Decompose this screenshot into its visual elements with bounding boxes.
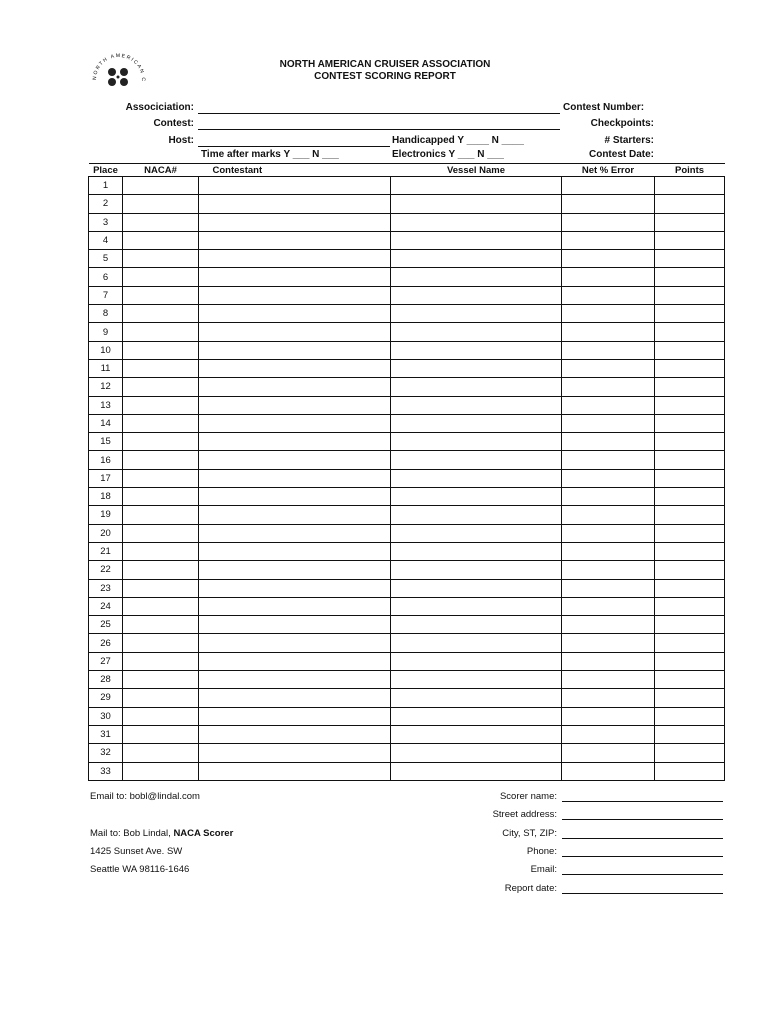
vessel-name-cell[interactable] [391,323,562,341]
email-label: Email: [530,864,557,875]
vessel-name-cell[interactable] [391,689,562,707]
naca-cell[interactable] [123,634,199,652]
place-number: 9 [89,323,123,341]
points-cell[interactable] [655,268,725,286]
naca-cell[interactable] [123,268,199,286]
points-cell[interactable] [655,506,725,524]
place-number: 14 [89,414,123,432]
contestant-cell[interactable] [199,323,391,341]
table-row [89,652,725,670]
naca-cell[interactable] [123,744,199,762]
contestant-cell[interactable] [199,542,391,560]
vessel-name-cell[interactable] [391,396,562,414]
table-header-row [89,164,725,177]
table-row [89,195,725,213]
table-row [89,762,725,780]
place-number: 33 [89,762,123,780]
vessel-name-cell[interactable] [391,231,562,249]
vessel-name-cell[interactable] [391,597,562,615]
naca-cell[interactable] [123,323,199,341]
column-header-points: Points [655,164,725,177]
table-row [89,231,725,249]
net-error-cell[interactable] [562,213,655,231]
place-number: 18 [89,488,123,506]
vessel-name-cell[interactable] [391,378,562,396]
city-label: City, ST, ZIP: [502,828,557,839]
points-cell[interactable] [655,359,725,377]
vessel-name-cell[interactable] [391,341,562,359]
net-error-cell[interactable] [562,231,655,249]
naca-cell[interactable] [123,506,199,524]
column-header-contestant: Contestant [199,164,391,177]
points-cell[interactable] [655,597,725,615]
naca-cell[interactable] [123,414,199,432]
contestant-cell[interactable] [199,250,391,268]
association-field[interactable] [198,113,560,114]
contestant-cell[interactable] [199,378,391,396]
host-field[interactable] [198,146,390,147]
contestant-cell[interactable] [199,213,391,231]
net-error-cell[interactable] [562,195,655,213]
electronics-field[interactable]: Electronics Y ___ N ___ [392,149,504,160]
naca-cell[interactable] [123,725,199,743]
vessel-name-cell[interactable] [391,506,562,524]
email-field[interactable] [562,874,723,875]
vessel-name-cell[interactable] [391,286,562,304]
net-error-cell[interactable] [562,506,655,524]
report-date-field[interactable] [562,893,723,894]
points-cell[interactable] [655,414,725,432]
vessel-name-cell[interactable] [391,725,562,743]
points-cell[interactable] [655,195,725,213]
table-row [89,433,725,451]
net-error-cell[interactable] [562,378,655,396]
points-cell[interactable] [655,396,725,414]
mail-to-role: NACA Scorer [173,828,234,839]
naca-cell[interactable] [123,469,199,487]
scorer-name-field[interactable] [562,801,723,802]
net-error-cell[interactable] [562,561,655,579]
place-number: 13 [89,396,123,414]
naca-cell[interactable] [123,616,199,634]
table-row [89,286,725,304]
naca-cell[interactable] [123,707,199,725]
place-number: 31 [89,725,123,743]
place-number: 26 [89,634,123,652]
table-row [89,744,725,762]
vessel-name-cell[interactable] [391,488,562,506]
naca-cell[interactable] [123,579,199,597]
place-number: 23 [89,579,123,597]
contestant-cell[interactable] [199,469,391,487]
contest-label: Contest: [153,118,194,129]
net-error-cell[interactable] [562,268,655,286]
column-header-net-error: Net % Error [562,164,655,177]
place-number: 7 [89,286,123,304]
table-row [89,506,725,524]
table-row [89,488,725,506]
phone-field[interactable] [562,856,723,857]
contestant-cell[interactable] [199,744,391,762]
points-cell[interactable] [655,762,725,780]
place-number: 25 [89,616,123,634]
table-row [89,250,725,268]
table-body [89,177,725,781]
table-row [89,725,725,743]
vessel-name-cell[interactable] [391,561,562,579]
contestant-cell[interactable] [199,689,391,707]
points-cell[interactable] [655,250,725,268]
contestant-cell[interactable] [199,725,391,743]
contestant-cell[interactable] [199,359,391,377]
report-title: CONTEST SCORING REPORT [314,71,456,82]
contest-field[interactable] [198,129,560,130]
vessel-name-cell[interactable] [391,542,562,560]
vessel-name-cell[interactable] [391,762,562,780]
net-error-cell[interactable] [562,634,655,652]
net-error-cell[interactable] [562,177,655,195]
points-cell[interactable] [655,378,725,396]
table-row [89,177,725,195]
contestant-cell[interactable] [199,616,391,634]
table-row [89,561,725,579]
net-error-cell[interactable] [562,744,655,762]
points-cell[interactable] [655,323,725,341]
points-cell[interactable] [655,488,725,506]
contestant-cell[interactable] [199,597,391,615]
place-number: 2 [89,195,123,213]
contest-date-label: Contest Date: [588,149,654,160]
contestant-cell[interactable] [199,488,391,506]
contest-number-label: Contest Number: [563,102,645,113]
association-label: Associciation: [125,102,194,113]
points-cell[interactable] [655,744,725,762]
street-address-field[interactable] [562,819,723,820]
net-error-cell[interactable] [562,323,655,341]
net-error-cell[interactable] [562,616,655,634]
table-row [89,341,725,359]
net-error-cell[interactable] [562,414,655,432]
table-row [89,414,725,432]
net-error-cell[interactable] [562,652,655,670]
contestant-cell[interactable] [199,671,391,689]
points-cell[interactable] [655,524,725,542]
table-row [89,305,725,323]
vessel-name-cell[interactable] [391,359,562,377]
points-cell[interactable] [655,634,725,652]
vessel-name-cell[interactable] [391,451,562,469]
points-cell[interactable] [655,433,725,451]
net-error-cell[interactable] [562,469,655,487]
table-row [89,579,725,597]
place-number: 6 [89,268,123,286]
net-error-cell[interactable] [562,542,655,560]
place-number: 12 [89,378,123,396]
table-row [89,689,725,707]
vessel-name-cell[interactable] [391,268,562,286]
address-line-2: Seattle WA 98116-1646 [90,864,190,875]
mail-to [90,828,233,839]
contestant-cell[interactable] [199,762,391,780]
checkpoints-label: Checkpoints: [590,118,654,129]
place-number: 21 [89,542,123,560]
contestant-cell[interactable] [199,268,391,286]
logo-arc-text: NORTH AMERICAN C [91,52,147,83]
contestant-cell[interactable] [199,634,391,652]
table-row [89,542,725,560]
points-cell[interactable] [655,542,725,560]
naca-cell[interactable] [123,542,199,560]
place-number: 10 [89,341,123,359]
place-number: 24 [89,597,123,615]
table-row [89,469,725,487]
net-error-cell[interactable] [562,762,655,780]
contestant-cell[interactable] [199,341,391,359]
contestant-cell[interactable] [199,231,391,249]
net-error-cell[interactable] [562,707,655,725]
naca-cell[interactable] [123,341,199,359]
net-error-cell[interactable] [562,725,655,743]
place-number: 5 [89,250,123,268]
table-row [89,359,725,377]
table-row [89,213,725,231]
address-line-1: 1425 Sunset Ave. SW [90,846,183,857]
place-number: 30 [89,707,123,725]
net-error-cell[interactable] [562,579,655,597]
column-header-place: Place [89,164,123,177]
net-error-cell[interactable] [562,341,655,359]
net-error-cell[interactable] [562,250,655,268]
naca-cell[interactable] [123,762,199,780]
street-address-label: Street address: [492,809,557,820]
points-cell[interactable] [655,231,725,249]
points-cell[interactable] [655,652,725,670]
contestant-cell[interactable] [199,652,391,670]
naca-cell[interactable] [123,488,199,506]
vessel-name-cell[interactable] [391,195,562,213]
points-cell[interactable] [655,213,725,231]
points-cell[interactable] [655,689,725,707]
place-number: 20 [89,524,123,542]
contestant-cell[interactable] [199,286,391,304]
column-header-vessel-name: Vessel Name [391,164,562,177]
vessel-name-cell[interactable] [391,433,562,451]
vessel-name-cell[interactable] [391,652,562,670]
points-cell[interactable] [655,451,725,469]
naca-cell[interactable] [123,451,199,469]
naca-cell[interactable] [123,305,199,323]
mail-to-text: Mail to: Bob Lindal, [90,828,174,839]
contestant-cell[interactable] [199,524,391,542]
net-error-cell[interactable] [562,359,655,377]
email-to: Email to: bobl@lindal.com [90,791,200,802]
vessel-name-cell[interactable] [391,744,562,762]
naca-cell[interactable] [123,359,199,377]
place-number: 3 [89,213,123,231]
vessel-name-cell[interactable] [391,414,562,432]
contestant-cell[interactable] [199,506,391,524]
table-row [89,396,725,414]
vessel-name-cell[interactable] [391,671,562,689]
naca-cell[interactable] [123,231,199,249]
net-error-cell[interactable] [562,689,655,707]
place-number: 17 [89,469,123,487]
points-cell[interactable] [655,579,725,597]
points-cell[interactable] [655,707,725,725]
contestant-cell[interactable] [199,451,391,469]
table-row [89,268,725,286]
points-cell[interactable] [655,305,725,323]
place-number: 11 [89,359,123,377]
table-row [89,323,725,341]
points-cell[interactable] [655,725,725,743]
naca-cell[interactable] [123,433,199,451]
table-row [89,671,725,689]
vessel-name-cell[interactable] [391,305,562,323]
vessel-name-cell[interactable] [391,177,562,195]
time-after-marks-field[interactable]: Time after marks Y ___ N ___ [201,149,339,160]
place-number: 1 [89,177,123,195]
handicapped-field[interactable]: Handicapped Y ____ N ____ [392,135,524,146]
net-error-cell[interactable] [562,671,655,689]
table-row [89,634,725,652]
place-number: 32 [89,744,123,762]
points-cell[interactable] [655,469,725,487]
vessel-name-cell[interactable] [391,213,562,231]
naca-cell[interactable] [123,177,199,195]
naca-cell[interactable] [123,396,199,414]
net-error-cell[interactable] [562,396,655,414]
place-number: 15 [89,433,123,451]
points-cell[interactable] [655,341,725,359]
table-row [89,616,725,634]
naca-cell[interactable] [123,195,199,213]
contestant-cell[interactable] [199,414,391,432]
net-error-cell[interactable] [562,286,655,304]
place-number: 28 [89,671,123,689]
net-error-cell[interactable] [562,597,655,615]
contestant-cell[interactable] [199,579,391,597]
net-error-cell[interactable] [562,305,655,323]
place-number: 29 [89,689,123,707]
net-error-cell[interactable] [562,451,655,469]
column-header-naca: NACA# [123,164,199,177]
naca-cell[interactable] [123,378,199,396]
naca-cell[interactable] [123,524,199,542]
table-row [89,597,725,615]
scoring-table [88,163,725,781]
vessel-name-cell[interactable] [391,707,562,725]
naca-cell[interactable] [123,561,199,579]
place-number: 22 [89,561,123,579]
vessel-name-cell[interactable] [391,616,562,634]
report-date-label: Report date: [504,883,557,894]
table-row [89,707,725,725]
scorer-name-label: Scorer name: [499,791,557,802]
points-cell[interactable] [655,286,725,304]
contestant-cell[interactable] [199,177,391,195]
place-number: 16 [89,451,123,469]
points-cell[interactable] [655,177,725,195]
place-number: 27 [89,652,123,670]
table-row [89,451,725,469]
contestant-cell[interactable] [199,305,391,323]
phone-label: Phone: [526,846,557,857]
place-number: 8 [89,305,123,323]
naca-cell[interactable] [123,652,199,670]
starters-label: # Starters: [604,135,654,146]
points-cell[interactable] [655,671,725,689]
contestant-cell[interactable] [199,707,391,725]
contestant-cell[interactable] [199,561,391,579]
contestant-cell[interactable] [199,433,391,451]
vessel-name-cell[interactable] [391,524,562,542]
place-number: 19 [89,506,123,524]
naca-cell[interactable] [123,250,199,268]
vessel-name-cell[interactable] [391,250,562,268]
report-org-title: NORTH AMERICAN CRUISER ASSOCIATION [279,59,491,70]
net-error-cell[interactable] [562,488,655,506]
net-error-cell[interactable] [562,433,655,451]
contestant-cell[interactable] [199,396,391,414]
table-row [89,378,725,396]
points-cell[interactable] [655,561,725,579]
place-number: 4 [89,231,123,249]
table-row [89,524,725,542]
vessel-name-cell[interactable] [391,634,562,652]
naca-cell[interactable] [123,286,199,304]
naca-cell[interactable] [123,597,199,615]
points-cell[interactable] [655,616,725,634]
naca-cell[interactable] [123,689,199,707]
city-field[interactable] [562,838,723,839]
contestant-cell[interactable] [199,195,391,213]
host-label: Host: [168,135,194,146]
vessel-name-cell[interactable] [391,579,562,597]
naca-cell[interactable] [123,671,199,689]
naca-cell[interactable] [123,213,199,231]
vessel-name-cell[interactable] [391,469,562,487]
net-error-cell[interactable] [562,524,655,542]
